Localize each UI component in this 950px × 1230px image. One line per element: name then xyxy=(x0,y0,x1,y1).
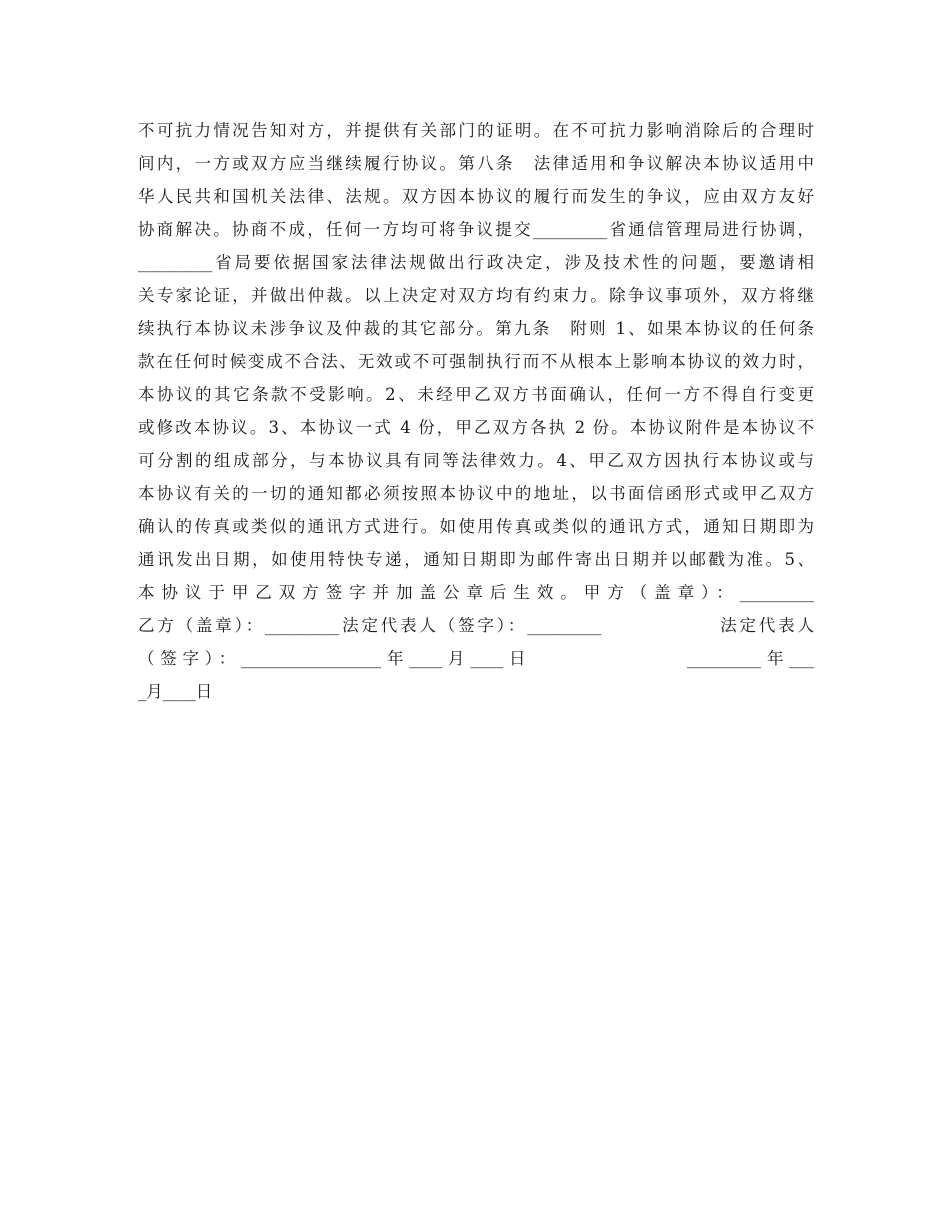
text-line-4: 协商解决。协商不成，任何一方均可将争议提交_________省通信管理局进行协调， xyxy=(138,220,814,239)
text-line-18: _月____日 xyxy=(138,682,213,701)
text-line-13: 确认的传真或类似的通讯方式进行。如使用传真或类似的通讯方式，通知日期即为 xyxy=(138,517,814,536)
text-line-10: 或修改本协议。3、本协议一式 4 份，甲乙双方各执 2 份。本协议附件是本协议不 xyxy=(138,418,814,437)
text-line-6: 关专家论证，并做出仲裁。以上决定对双方均有约束力。除争议事项外，双方将继 xyxy=(138,286,814,305)
text-line-7: 续执行本协议未涉争议及仲裁的其它部分。第九条 附则 1、如果本协议的任何条 xyxy=(138,319,814,338)
text-line-1: 不可抗力情况告知对方，并提供有关部门的证明。在不可抗力影响消除后的合理时 xyxy=(138,121,814,140)
text-line-9: 本协议的其它条款不受影响。2、未经甲乙双方书面确认，任何一方不得自行变更 xyxy=(138,385,814,404)
text-line-16: 乙方（盖章）：_________法定代表人（签字）：_________ 法定代表人 xyxy=(138,616,814,635)
text-line-12: 本协议有关的一切的通知都必须按照本协议中的地址，以书面信函形式或甲乙双方 xyxy=(138,484,814,503)
text-line-17: （签字）：_________________年____月____日 _________年___ xyxy=(138,649,814,668)
text-line-15: 本协议于甲乙双方签字并加盖公章后生效。甲方（盖章）：_________ xyxy=(138,583,814,602)
agreement-body-text xyxy=(138,114,814,708)
text-line-11: 可分割的组成部分，与本协议具有同等法律效力。4、甲乙双方因执行本协议或与 xyxy=(138,451,814,470)
text-line-8: 款在任何时候变成不合法、无效或不可强制执行而不从根本上影响本协议的效力时， xyxy=(138,352,814,371)
text-line-14: 通讯发出日期，如使用特快专递，通知日期即为邮件寄出日期并以邮戳为准。5、 xyxy=(138,550,814,569)
text-line-5: _________省局要依据国家法律法规做出行政决定，涉及技术性的问题，要邀请相 xyxy=(138,253,814,272)
text-line-3: 华人民共和国机关法律、法规。双方因本协议的履行而发生的争议，应由双方友好 xyxy=(138,187,814,206)
text-line-2: 间内，一方或双方应当继续履行协议。第八条 法律适用和争议解决本协议适用中 xyxy=(138,154,814,173)
